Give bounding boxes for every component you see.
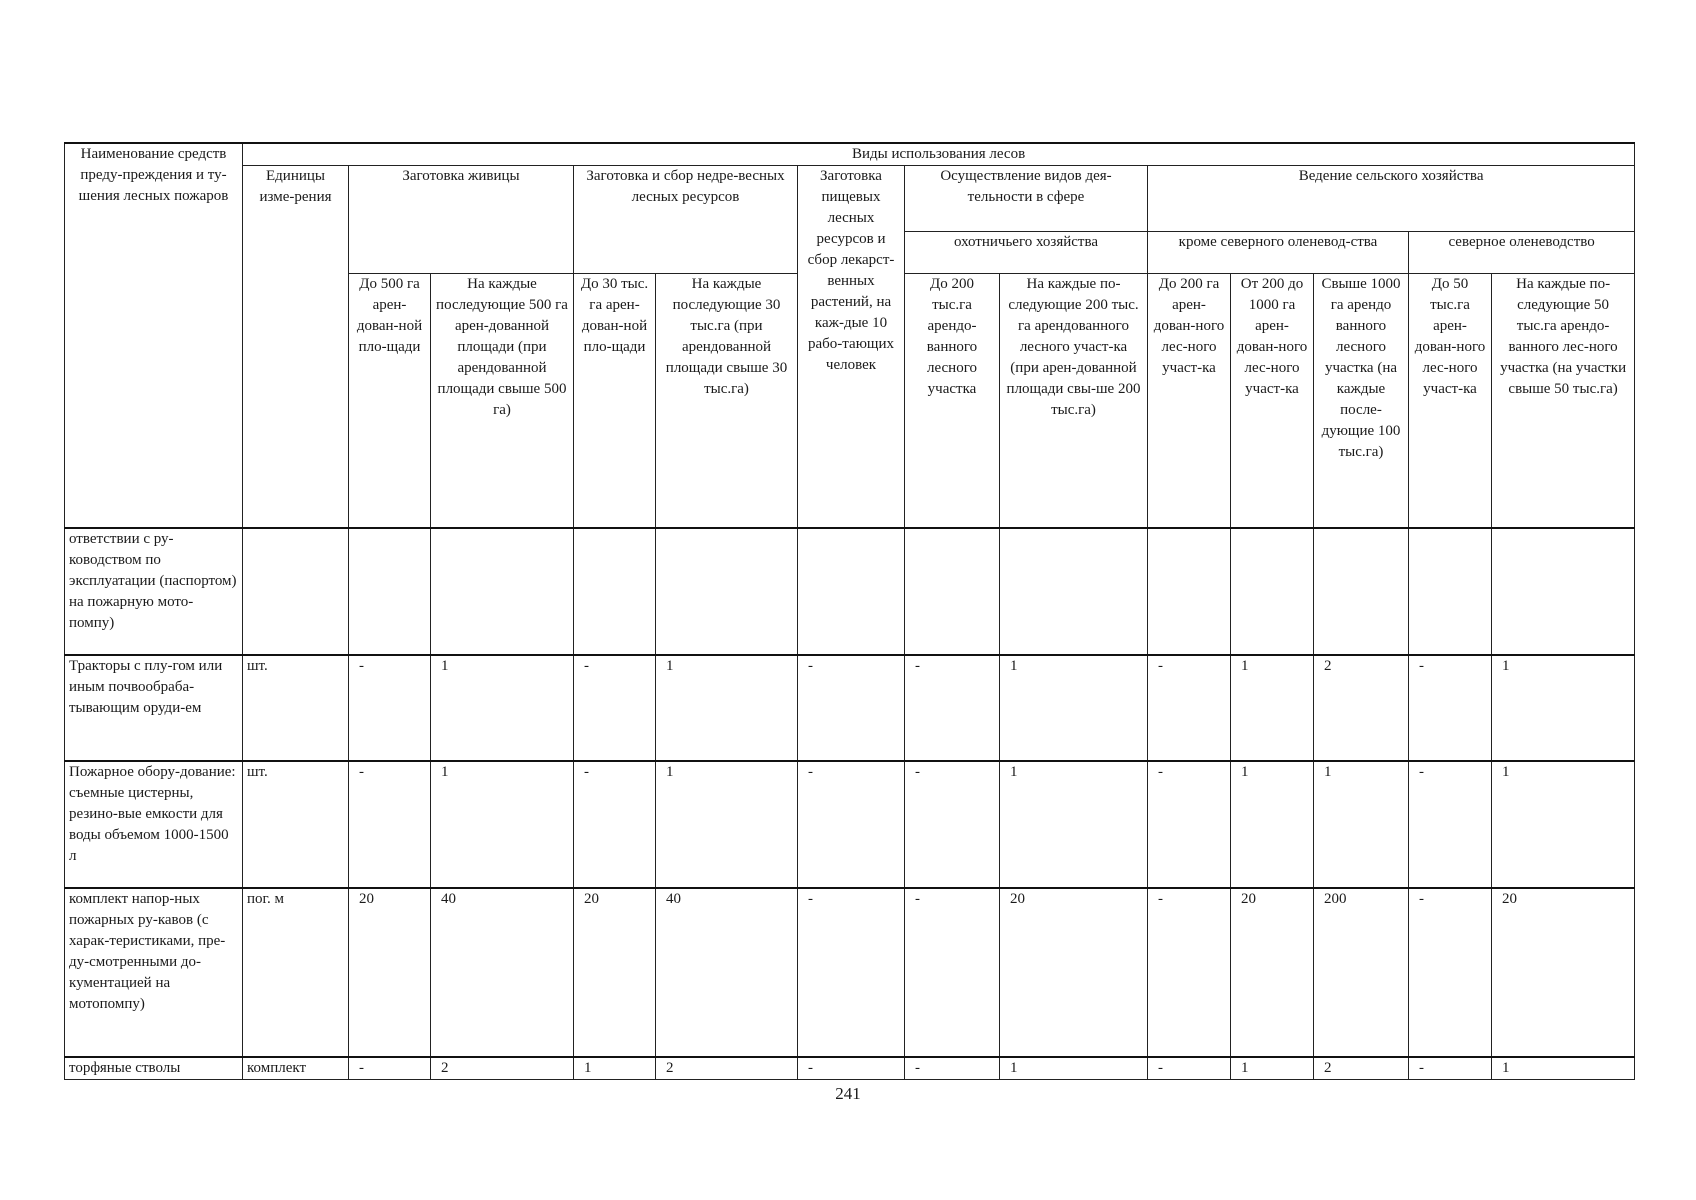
cell: - [1409, 655, 1492, 761]
cell: 20 [1000, 888, 1148, 1057]
cell: - [574, 761, 656, 888]
subheader-gum-next: На каждые последующие 500 га арен-дованной площади (при арендованной площади свыше 500 га) [431, 274, 574, 528]
cell: - [905, 655, 1000, 761]
cell: - [1409, 1057, 1492, 1080]
cell: 2 [1314, 655, 1409, 761]
table-row [65, 761, 1635, 888]
row-unit [243, 528, 349, 655]
cell: 1 [1000, 1057, 1148, 1080]
subheader-non-timber-next: На каждые последующие 30 тыс.га (при арендованной площади свыше 30 тыс.га) [656, 274, 798, 528]
subheader-gum-first: До 500 га арен-дован-ной пло-щади [349, 274, 431, 528]
row-name: ответствии с ру-ководством по эксплуатации (паспортом) на пожарную мото-помпу) [65, 528, 243, 655]
cell: - [798, 761, 905, 888]
cell: - [349, 761, 431, 888]
cell: - [798, 655, 905, 761]
cell: - [905, 1057, 1000, 1080]
cell: 1 [1000, 761, 1148, 888]
cell: 200 [1314, 888, 1409, 1057]
cell: 1 [1231, 1057, 1314, 1080]
header-forest-use: Виды использования лесов [243, 143, 1635, 166]
cell [1409, 528, 1492, 655]
cell: - [349, 655, 431, 761]
header-name-column: Наименование средств преду-преждения и ту-шения лесных пожаров [65, 143, 243, 528]
subheader-reindeer-first: До 50 тыс.га арен-дован-ного лес-ного участ-ка [1409, 274, 1492, 528]
page-number: 241 [835, 1084, 861, 1103]
cell: 1 [1231, 761, 1314, 888]
cell [905, 528, 1000, 655]
header-hunting-top: Осуществление видов дея-тельности в сфере [905, 166, 1148, 232]
cell: 1 [1492, 1057, 1635, 1080]
cell [1492, 528, 1635, 655]
row-name: торфяные стволы [65, 1057, 243, 1080]
header-units-column: Единицы изме-рения [243, 166, 349, 528]
cell: 1 [1314, 761, 1409, 888]
cell: 20 [1231, 888, 1314, 1057]
cell [656, 528, 798, 655]
header-except-reindeer: кроме северного оленевод-ства [1148, 232, 1409, 274]
subheader-agri-200-1000: От 200 до 1000 га арен-дован-ного лес-ного участ-ка [1231, 274, 1314, 528]
subheader-non-timber-first: До 30 тыс. га арен-дован-ной пло-щади [574, 274, 656, 528]
subheader-reindeer-next: На каждые по-следующие 50 тыс.га арендо-ванного лес-ного участка (на участки свыше 50 тыс.га) [1492, 274, 1635, 528]
cell: 1 [1492, 655, 1635, 761]
header-hunting-bottom: охотничьего хозяйства [905, 232, 1148, 274]
cell [1231, 528, 1314, 655]
cell: - [798, 888, 905, 1057]
subheader-agri-up-to-200: До 200 га арен-дован-ного лес-ного участ-ка [1148, 274, 1231, 528]
cell: - [1409, 761, 1492, 888]
cell: 40 [656, 888, 798, 1057]
cell: 1 [1000, 655, 1148, 761]
cell: - [1148, 655, 1231, 761]
cell: 20 [349, 888, 431, 1057]
cell [1314, 528, 1409, 655]
cell [798, 528, 905, 655]
table-row [65, 888, 1635, 1057]
cell [574, 528, 656, 655]
cell: 2 [431, 1057, 574, 1080]
cell: - [905, 888, 1000, 1057]
table-row [65, 528, 1635, 655]
cell [431, 528, 574, 655]
cell [1148, 528, 1231, 655]
cell: - [574, 655, 656, 761]
cell: 1 [574, 1057, 656, 1080]
cell: 1 [1492, 761, 1635, 888]
cell: 2 [656, 1057, 798, 1080]
row-unit: комплект [243, 1057, 349, 1080]
table-row [65, 1057, 1635, 1080]
header-agriculture: Ведение сельского хозяйства [1148, 166, 1635, 232]
cell: - [1148, 1057, 1231, 1080]
row-name: комплект напор-ных пожарных ру-кавов (с харак-теристиками, пре-ду-смотренными до-кументацией на мотопомпу) [65, 888, 243, 1057]
subheader-hunting-first: До 200 тыс.га арендо-ванного лесного участка [905, 274, 1000, 528]
cell [349, 528, 431, 655]
cell: - [905, 761, 1000, 888]
cell: - [1148, 761, 1231, 888]
cell [1000, 528, 1148, 655]
cell: - [349, 1057, 431, 1080]
cell: 1 [656, 655, 798, 761]
subheader-hunting-next: На каждые по-следующие 200 тыс. га арендованного лесного участ-ка (при арен-дованной площади свы-ше 200 тыс.га) [1000, 274, 1148, 528]
cell: 20 [574, 888, 656, 1057]
header-gum-harvesting: Заготовка живицы [349, 166, 574, 274]
cell: 1 [431, 761, 574, 888]
header-reindeer: северное оленеводство [1409, 232, 1635, 274]
header-food-resources: Заготовка пищевых лесных ресурсов и сбор лекарст-венных растений, на каж-дые 10 рабо-тающих человек [798, 166, 905, 528]
cell: 1 [431, 655, 574, 761]
row-unit: шт. [243, 761, 349, 888]
cell: 20 [1492, 888, 1635, 1057]
row-unit: шт. [243, 655, 349, 761]
header-non-timber-resources: Заготовка и сбор недре-весных лесных ресурсов [574, 166, 798, 274]
cell: 1 [1231, 655, 1314, 761]
cell: 1 [656, 761, 798, 888]
row-unit: пог. м [243, 888, 349, 1057]
cell: - [1148, 888, 1231, 1057]
row-name: Пожарное обору-дование: съемные цистерны, резино-вые емкости для воды объемом 1000-1500 л [65, 761, 243, 888]
cell: - [798, 1057, 905, 1080]
forest-fire-equipment-table [64, 142, 1635, 1080]
row-name: Тракторы с плу-гом или иным почвообраба-тывающим оруди-ем [65, 655, 243, 761]
cell: - [1409, 888, 1492, 1057]
table-row [65, 655, 1635, 761]
subheader-agri-over-1000: Свыше 1000 га арендо ванного лесного участка (на каждые после-дующие 100 тыс.га) [1314, 274, 1409, 528]
cell: 40 [431, 888, 574, 1057]
cell: 2 [1314, 1057, 1409, 1080]
